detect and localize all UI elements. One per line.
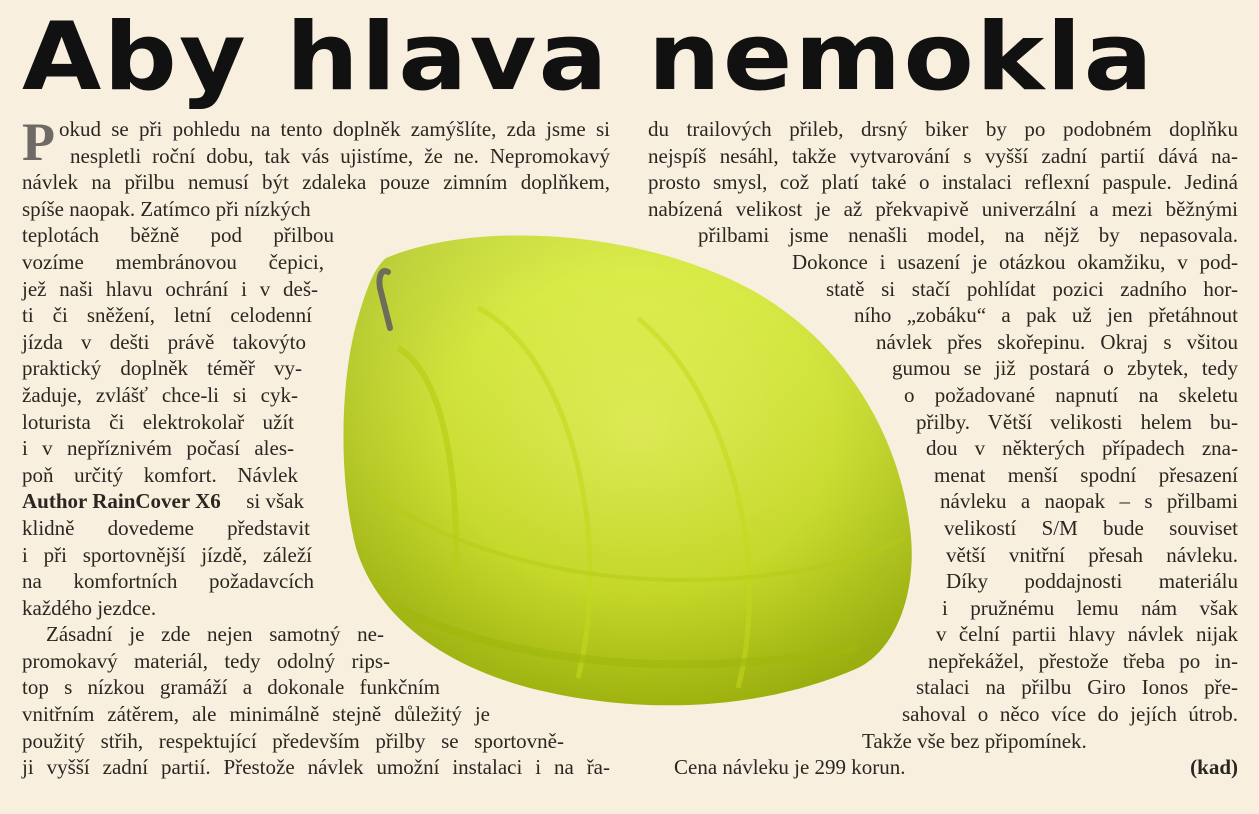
text-line: ji vyšší zadní partií. Přestože návlek umožní instalaci i na řa- — [22, 755, 610, 780]
text-line: i při sportovnější jízdě, záleží — [22, 542, 312, 567]
text-line: návlek přes skořepinu. Okraj s všitou — [876, 329, 1238, 354]
article-title: Aby hlava nemokla — [22, 3, 1155, 112]
text-line: promokavý materiál, tedy odolný rips- — [22, 648, 390, 673]
text-line: poň určitý komfort. Návlek — [22, 462, 298, 487]
text-line: sahoval o něco více do jejích útrob. — [902, 702, 1238, 727]
text-line: ního „zobáku“ a pak už jen přetáhnout — [854, 303, 1238, 328]
product-name: Author RainCover X6 — [22, 489, 221, 514]
text-line: žaduje, zvlášť chce-li si cyk- — [22, 382, 298, 407]
text-line: top s nízkou gramáží a dokonale funkčním — [22, 675, 440, 700]
text-line: ti či sněžení, letní celodenní — [22, 303, 312, 328]
text-line: teplotách běžně pod přilbou — [22, 223, 334, 248]
drop-cap: P — [22, 112, 55, 172]
text-line: Zásadní je zde nejen samotný ne- — [46, 622, 384, 647]
text-line: Takže vše bez připomínek. — [862, 728, 1087, 753]
text-line: nejspíš nesáhl, takže vytvarování s vyšší zadní partií dává na- — [648, 143, 1238, 168]
text-line: větší vnitřní přesah návleku. — [946, 542, 1238, 567]
text-line: praktický doplněk téměř vy- — [22, 356, 302, 381]
text-line: dou v některých případech zna- — [926, 436, 1238, 461]
text-line: nabízená velikost je až překvapivě univerzální a mezi běžnými — [648, 196, 1238, 221]
text-line: stalaci na přilbu Giro Ionos pře- — [916, 675, 1238, 700]
text-line: návleku a naopak – s přilbami — [940, 489, 1238, 514]
text-line: jež naši hlavu ochrání i v deš- — [22, 276, 318, 301]
text-line: přilbami jsme nenašli model, na nějž by nepasovala. — [698, 223, 1238, 248]
author-signature: (kad) — [1190, 755, 1238, 780]
text-line: každého jezdce. — [22, 595, 157, 620]
text-line: gumou se již postará o zbytek, tedy — [892, 356, 1238, 381]
text-line: Pokud se při pohledu na tento doplněk zamýšlíte, zda jsme si — [22, 112, 610, 172]
helmet-rain-cover-icon — [338, 228, 918, 714]
text-line: du trailových přileb, drsný biker by po podobném doplňku — [648, 117, 1238, 141]
text-line: na komfortních požadavcích — [22, 569, 314, 594]
text-line: nespletli roční dobu, tak vás ujistíme, že ne. Nepromokavý — [70, 143, 610, 168]
text-line: statě si stačí pohlídat pozici zadního hor- — [826, 276, 1238, 301]
text-line: loturista či elektrokolař užít — [22, 409, 294, 434]
text-line: vnitřním zátěrem, ale minimálně stejně důležitý je — [22, 702, 490, 727]
text-line: Cena návleku je 299 korun. (kad) — [674, 755, 1238, 780]
text-line: použitý střih, respektující především přilby se sportovně- — [22, 728, 564, 753]
text-line: vozíme membránovou čepici, — [22, 249, 324, 274]
text-line: i v nepříznivém počasí ales- — [22, 436, 294, 461]
text-line: klidně dovedeme představit — [22, 515, 310, 540]
text-line: Díky poddajnosti materiálu — [946, 569, 1238, 594]
text-line: o požadované napnutí na skeletu — [904, 382, 1238, 407]
text-line: menat menší spodní přesazení — [934, 462, 1238, 487]
text-line: Dokonce i usazení je otázkou okamžiku, v pod- — [792, 249, 1238, 274]
text-line: Author RainCover X6 si však — [22, 489, 304, 514]
text-line: nepřekážel, přestože třeba po in- — [928, 648, 1238, 673]
text-line: návlek na přilbu nemusí být zdaleka pouze zimním doplňkem, — [22, 170, 610, 195]
text-line: jízda v dešti právě takovýto — [22, 329, 306, 354]
text-line: prosto smysl, což platí také o instalaci reflexní paspule. Jediná — [648, 170, 1238, 195]
text-line: přilby. Větší velikosti helem bu- — [916, 409, 1238, 434]
text-line: velikostí S/M bude souviset — [944, 515, 1238, 540]
text-line: i pružnému lemu nám však — [942, 595, 1238, 620]
text-line: v čelní partii hlavy návlek nijak — [936, 622, 1238, 647]
text-line: spíše naopak. Zatímco při nízkých — [22, 196, 311, 221]
